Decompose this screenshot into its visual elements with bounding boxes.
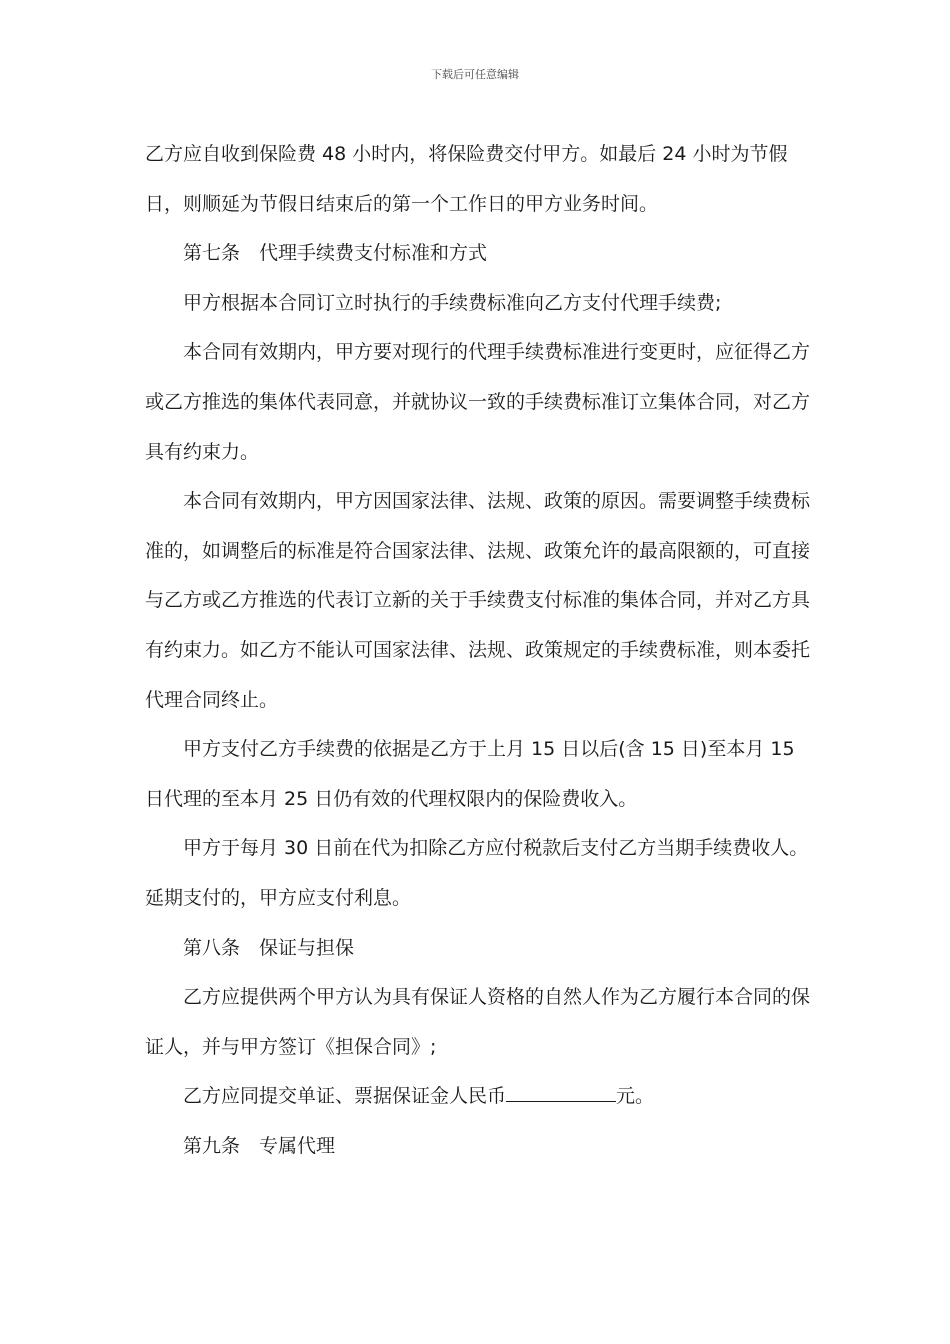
article-9-heading: 第九条 专属代理 [183,1134,336,1157]
paragraph-deposit [145,1072,810,1122]
page-header: 下载后可任意编辑 [431,68,519,81]
deposit-amount-blank [506,1081,616,1102]
article-7-heading: 第七条 代理手续费支付标准和方式 [183,242,488,265]
paragraph-fee-adjustment: 本合同有效期内，甲方因国家法律、法规、政策的原因。需要调整手续费标准的，如调整后的标准是符合国家法律、法规、政策允许的最高限额的，可直接与乙方或乙方推选的代表订立新的关于手续费支付标准的集体合同，并对乙方具有约束力。如乙方不能认可国家法律、法规、政策规定的手续费标准，则本委托代理合同终止。 [145,490,811,711]
article-8-heading: 第八条 保证与担保 [183,936,355,959]
paragraph-fee-standard: 甲方根据本合同订立时执行的手续费标准向乙方支付代理手续费; [183,291,722,314]
document-body [145,130,810,1171]
paragraph-payment-date: 甲方于每月 30 日前在代为扣除乙方应付税款后支付乙方当期手续费收人。延期支付的，甲方应支付利息。 [145,837,809,909]
paragraph-fee-change: 本合同有效期内，甲方要对现行的代理手续费标准进行变更时，应征得乙方或乙方推选的集体代表同意，并就协议一致的手续费标准订立集体合同，对乙方具有约束力。 [145,341,811,463]
paragraph-fee-basis: 甲方支付乙方手续费的依据是乙方于上月 15 日以后(含 15 日)至本月 15 日代理的至本月 25 日仍有效的代理权限内的保险费收入。 [145,738,795,810]
paragraph-transfer-premium: 乙方应自收到保险费 48 小时内，将保险费交付甲方。如最后 24 小时为节假日，则顺延为节假日结束后的第一个工作日的甲方业务时间。 [145,143,788,215]
deposit-text: 乙方应同提交单证、票据保证金人民币 [183,1085,507,1108]
paragraph-guarantor: 乙方应提供两个甲方认为具有保证人资格的自然人作为乙方履行本合同的保证人，并与甲方签订《担保合同》; [145,986,811,1058]
deposit-unit: 元。 [616,1085,655,1108]
